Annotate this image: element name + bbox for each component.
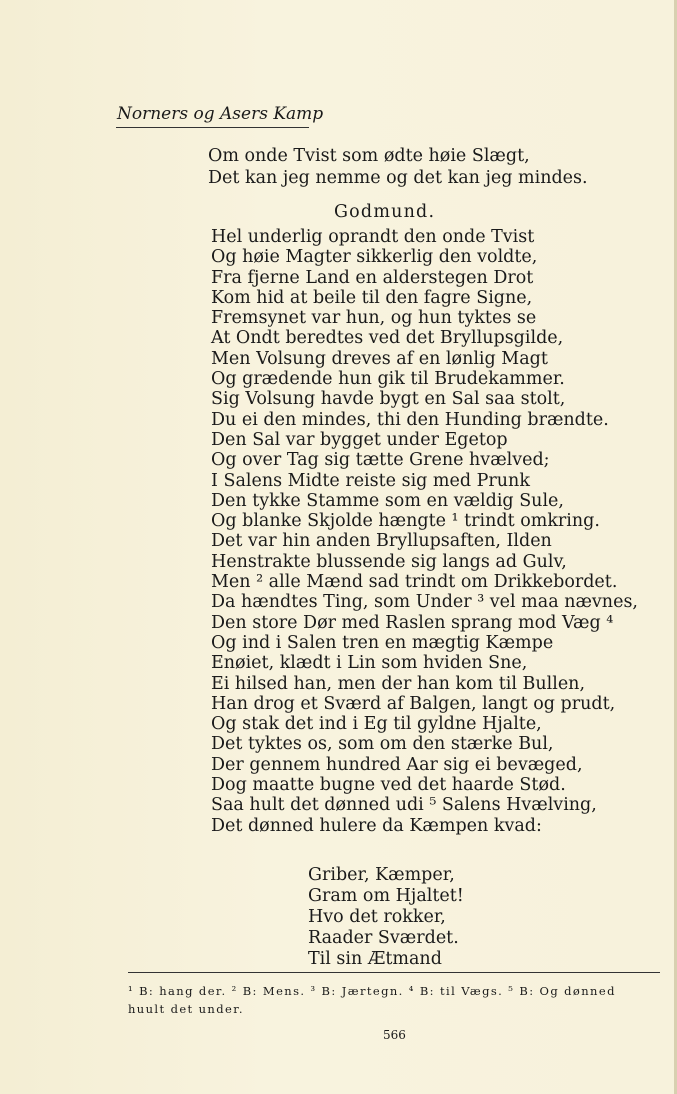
verse-line: Sig Volsung havde bygt en Sal saa stolt, xyxy=(211,389,566,410)
verse-line: Han drog et Sværd af Balgen, langt og prudt, xyxy=(211,693,616,714)
verse-line: Du ei den mindes, thi den Hunding brændte. xyxy=(211,409,609,430)
verse-line: Saa hult det dønned udi ⁵ Salens Hvælving, xyxy=(211,795,597,816)
verse-line: Og blanke Skjolde hængte ¹ trindt omkring. xyxy=(211,511,600,532)
verse-line: Og over Tag sig tætte Grene hvælved; xyxy=(211,450,550,471)
verse-line: Og høie Magter sikkerlig den voldte, xyxy=(211,247,538,268)
verse-line: Den Sal var bygget under Egetop xyxy=(211,429,508,450)
verse-line: Dog maatte bugne ved det haarde Stød. xyxy=(211,775,566,796)
verse-line: Ei hilsed han, men der han kom til Bullen, xyxy=(211,673,586,694)
giant-song xyxy=(308,865,464,970)
footnotes xyxy=(128,982,668,1018)
song-line: Griber, Kæmper, xyxy=(308,865,455,885)
verse-line: Hel underlig oprandt den onde Tvist xyxy=(211,227,535,247)
verse-line: Men Volsung dreves af en lønlig Magt xyxy=(211,348,548,369)
verse-line: Det dønned hulere da Kæmpen kvad: xyxy=(211,815,542,836)
verse-line: Men ² alle Mænd sad trindt om Drikkebordet. xyxy=(211,572,618,593)
speaker-name: Godmund. xyxy=(334,202,436,222)
verse-line: Og grædende hun gik til Brudekammer. xyxy=(211,369,565,390)
verse-line: Det tyktes os, som om den stærke Bul, xyxy=(211,734,554,755)
page-number: 566 xyxy=(383,1028,406,1042)
song-line: Raader Sværdet. xyxy=(308,928,459,948)
song-line: Hvo det rokker, xyxy=(308,907,446,927)
verse-line: I Salens Midte reiste sig med Prunk xyxy=(211,470,530,491)
verse-line: Enøiet, klædt i Lin som hviden Sne, xyxy=(211,653,528,674)
intro-stanza xyxy=(208,145,588,189)
verse-line: Kom hid at beile til den fagre Signe, xyxy=(211,287,533,308)
verse-line: Den store Dør med Raslen sprang mod Væg ⁴ xyxy=(211,612,614,633)
running-header: Norners og Asers Kamp xyxy=(117,104,324,124)
verse-line: Og stak det ind i Eg til gyldne Hjalte, xyxy=(211,714,542,735)
footnote-line: ¹ B: hang der. ² B: Mens. ³ B: Jærtegn. ⁴ B: til Vægs. ⁵ B: Og dønned xyxy=(128,984,616,998)
intro-line: Det kan jeg nemme og det kan jeg mindes. xyxy=(208,168,588,188)
verse-line: Da hændtes Ting, som Under ³ vel maa nævnes, xyxy=(211,592,638,613)
verse-line: Den tykke Stamme som en vældig Sule, xyxy=(211,490,564,511)
verse-line: Og ind i Salen tren en mægtig Kæmpe xyxy=(211,632,554,653)
song-line: Gram om Hjaltet! xyxy=(308,886,464,906)
intro-line: Om onde Tvist som ødte høie Slægt, xyxy=(208,146,530,166)
verse-line: Henstrakte blussende sig langs ad Gulv, xyxy=(211,551,567,572)
verse-line: Fra fjerne Land en alderstegen Drot xyxy=(211,267,534,288)
footnote-line: huult det under. xyxy=(128,1002,244,1016)
verse-line: Det var hin anden Bryllupsaften, Ilden xyxy=(211,531,552,552)
verse-line: Fremsynet var hun, og hun tyktes se xyxy=(211,308,537,329)
footnote-rule xyxy=(128,972,660,973)
song-line: Til sin Ætmand xyxy=(308,949,442,969)
verse-line: At Ondt beredtes ved det Bryllupsgilde, xyxy=(211,328,564,349)
verse-line: Der gennem hundred Aar sig ei bevæged, xyxy=(211,754,583,775)
verse-block xyxy=(211,227,638,836)
header-underline xyxy=(116,127,309,128)
